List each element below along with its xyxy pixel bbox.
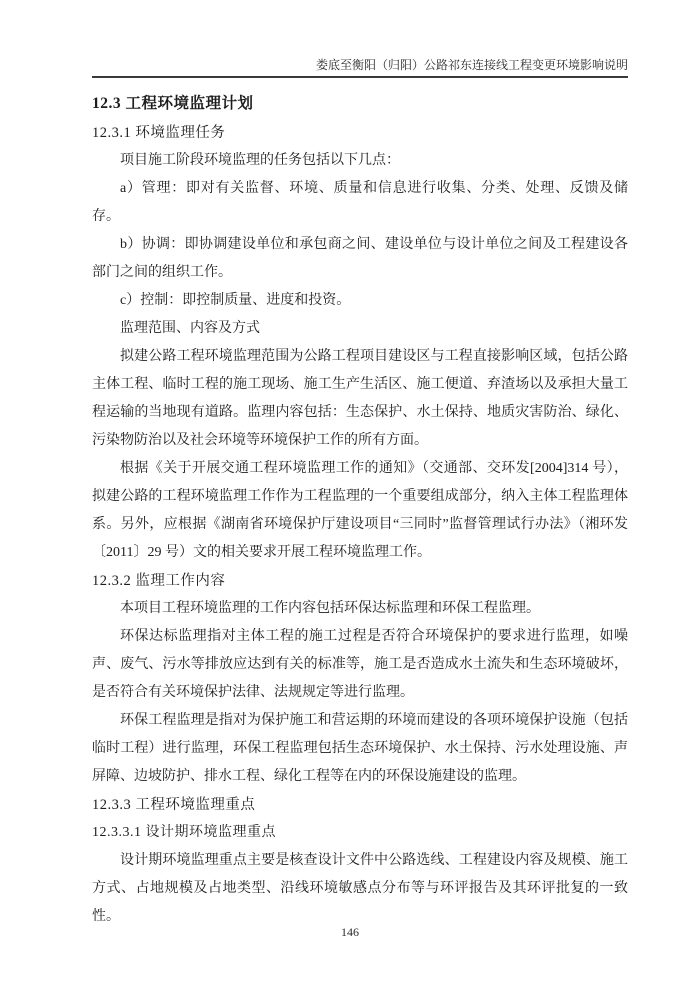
paragraph: 设计期环境监理重点主要是核查设计文件中公路选线、工程建设内容及规模、施工方式、占地规模及占地类型、沿线环境敏感点分布等与环评报告及其环评批复的一致性。 <box>92 853 628 924</box>
page-number: 146 <box>341 925 359 939</box>
paragraph: 项目施工阶段环境监理的任务包括以下几点： <box>120 153 400 168</box>
paragraph: 本项目工程环境监理的工作内容包括环保达标监理和环保工程监理。 <box>120 601 540 616</box>
subsubsection-heading: 12.3.3.1 设计期环境监理重点 <box>92 825 276 840</box>
page-header-title: 娄底至衡阳（归阳）公路祁东连接线工程变更环境影响说明 <box>92 57 628 78</box>
paragraph: c）控制：即控制质量、进度和投资。 <box>120 293 351 308</box>
paragraph: 根据《关于开展交通工程环境监理工作的通知》（交通部、交环发[2004]314 号），拟建公路的工程环境监理工作作为工程监理的一个重要组成部分，纳入主体工程监理体系。另外，应根据《湖南省环境保护厅建设项目“三同时”监督管理试行办法》（湘环发〔2011〕29 号）文的相关要求开展工程环境监理工作。 <box>92 461 628 560</box>
subsection-heading: 12.3.1 环境监理任务 <box>92 125 226 141</box>
paragraph: 拟建公路工程环境监理范围为公路工程项目建设区与工程直接影响区域，包括公路主体工程、临时工程的施工现场、施工生产生活区、施工便道、弃渣场以及承担大量工程运输的当地现有道路。监理内容包括：生态保护、水土保持、地质灾害防治、绿化、污染物防治以及社会环境等环境保护工作的所有方面。 <box>92 349 628 448</box>
paragraph: b）协调：即协调建设单位和承包商之间、建设单位与设计单位之间及工程建设各部门之间的组织工作。 <box>92 237 628 280</box>
section-heading: 12.3 工程环境监理计划 <box>92 95 254 112</box>
paragraph: 监理范围、内容及方式 <box>120 321 260 336</box>
document-body <box>92 88 628 931</box>
paragraph: a）管理：即对有关监督、环境、质量和信息进行收集、分类、处理、反馈及储存。 <box>92 181 628 224</box>
paragraph: 环保工程监理是指对为保护施工和营运期的环境而建设的各项环境保护设施（包括临时工程）进行监理，环保工程监理包括生态环境保护、水土保持、污水处理设施、声屏障、边坡防护、排水工程、绿化工程等在内的环保设施建设的监理。 <box>92 713 628 784</box>
subsection-heading: 12.3.3 工程环境监理重点 <box>92 797 256 813</box>
subsection-heading: 12.3.2 监理工作内容 <box>92 573 226 589</box>
paragraph: 环保达标监理指对主体工程的施工过程是否符合环境保护的要求进行监理，如噪声、废气、污水等排放应达到有关的标准等，施工是否造成水土流失和生态环境破坏，是否符合有关环境保护法律、法规规定等进行监理。 <box>92 629 628 700</box>
